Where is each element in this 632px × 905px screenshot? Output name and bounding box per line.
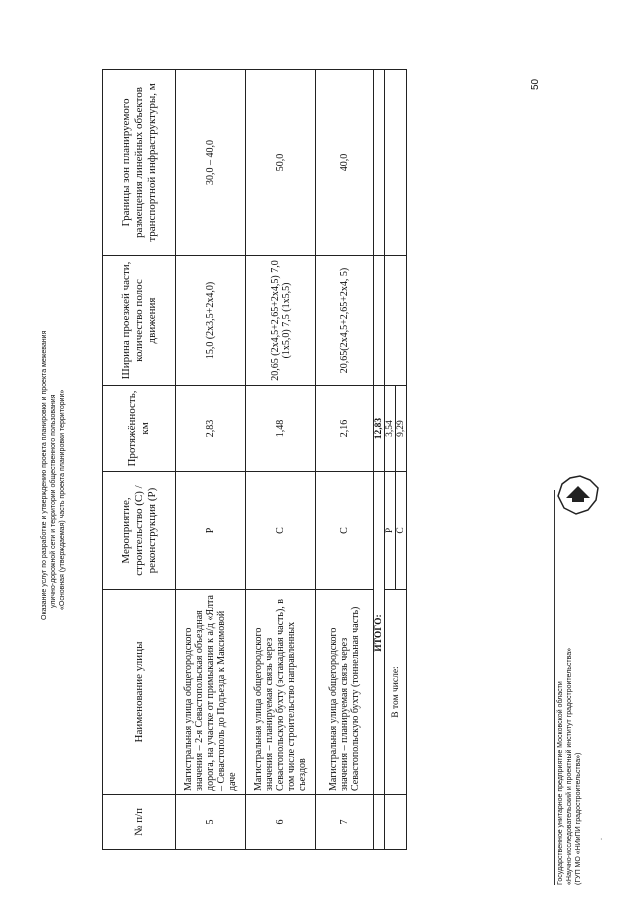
table-row <box>176 70 246 850</box>
document-header <box>40 331 67 620</box>
table-row <box>246 70 316 850</box>
roads-table-sheet <box>102 70 412 850</box>
action-code: С <box>316 472 374 590</box>
roads-table <box>102 69 407 850</box>
institute-logo-icon <box>552 468 604 520</box>
header-line-1: Оказание услуг по разработке и утверждению проекта планировки и проекта межевания <box>41 330 48 620</box>
table-header-row <box>103 70 176 850</box>
row-number: 5 <box>176 795 246 850</box>
street-name: Магистральная улица общегородского значения – планируемая связь через Севастопольскую бухту (эстакадная часть), в том числе строительство направленных съездов <box>246 590 316 795</box>
width-value: 20,65 (2х4,5+2,65+2х4,5) 7,0 (1х5,0) 7,5 (1х5,5) <box>246 256 316 386</box>
total-length: 12,83 <box>374 386 385 472</box>
breakdown-blank-cell <box>385 256 407 386</box>
breakdown-length: 3,54 <box>385 386 396 472</box>
action-code: С <box>246 472 316 590</box>
width-value: 15,0 (2х3,5+2х4,0) <box>176 256 246 386</box>
length-value: 1,48 <box>246 386 316 472</box>
footer-line-1: Государственное унитарное предприятие Московской области <box>557 681 564 885</box>
column-header-action: Мероприятие, строительство (С) / реконструкция (Р) <box>103 472 176 590</box>
row-number: 6 <box>246 795 316 850</box>
zone-value: 30,0 – 40,0 <box>176 70 246 256</box>
footer-divider <box>554 490 555 885</box>
breakdown-blank-cell <box>385 795 407 850</box>
document-footer <box>556 648 583 885</box>
column-header-zone-boundaries: Границы зон планируемого размещения линейных объектов транспортной инфраструктуры, м <box>103 70 176 256</box>
breakdown-length: 9,29 <box>396 386 407 472</box>
zone-value: 50,0 <box>246 70 316 256</box>
street-name: Магистральная улица общегородского значения – 2-я Севастопольская объездная дорога, на участке от примыкания к а/д «Ялта – Севастополь до Подъезда к Максимовой даче <box>176 590 246 795</box>
scan-mark: · <box>600 835 603 844</box>
total-blank-cell <box>374 70 385 256</box>
table-row <box>316 70 374 850</box>
footer-line-2: «Научно-исследовательский и проектный институт градостроительства» <box>566 647 573 885</box>
length-value: 2,16 <box>316 386 374 472</box>
breakdown-action: Р <box>385 472 396 590</box>
total-label: ИТОГО: <box>374 472 385 795</box>
breakdown-label: В том числе: <box>385 590 407 795</box>
breakdown-blank-cell <box>385 70 407 256</box>
total-blank-cell <box>374 795 385 850</box>
width-value: 20,65(2х4,5+2,65+2х4, 5) <box>316 256 374 386</box>
length-value: 2,83 <box>176 386 246 472</box>
row-number: 7 <box>316 795 374 850</box>
column-header-number: № п/п <box>103 795 176 850</box>
header-line-2: улично-дорожной сети и территории общественного пользования <box>50 394 57 608</box>
column-header-carriageway-width: Ширина проезжей части, количество полос движения <box>103 256 176 386</box>
footer-line-3: (ГУП МО «НИиПИ градостроительства») <box>575 752 582 885</box>
header-line-3: «Основная (утверждаемая) часть проекта планировки территории» <box>59 389 66 610</box>
action-code: Р <box>176 472 246 590</box>
total-blank-cell <box>374 256 385 386</box>
column-header-street-name: Наименование улицы <box>103 590 176 795</box>
breakdown-action: С <box>396 472 407 590</box>
street-name: Магистральная улица общегородского значения – планируемая связь через Севастопольскую бухту (тоннельная часть) <box>316 590 374 795</box>
total-row <box>374 70 385 850</box>
breakdown-row <box>385 70 396 850</box>
page-number: 50 <box>530 78 541 90</box>
column-header-length: Протяжённость, км <box>103 386 176 472</box>
zone-value: 40,0 <box>316 70 374 256</box>
